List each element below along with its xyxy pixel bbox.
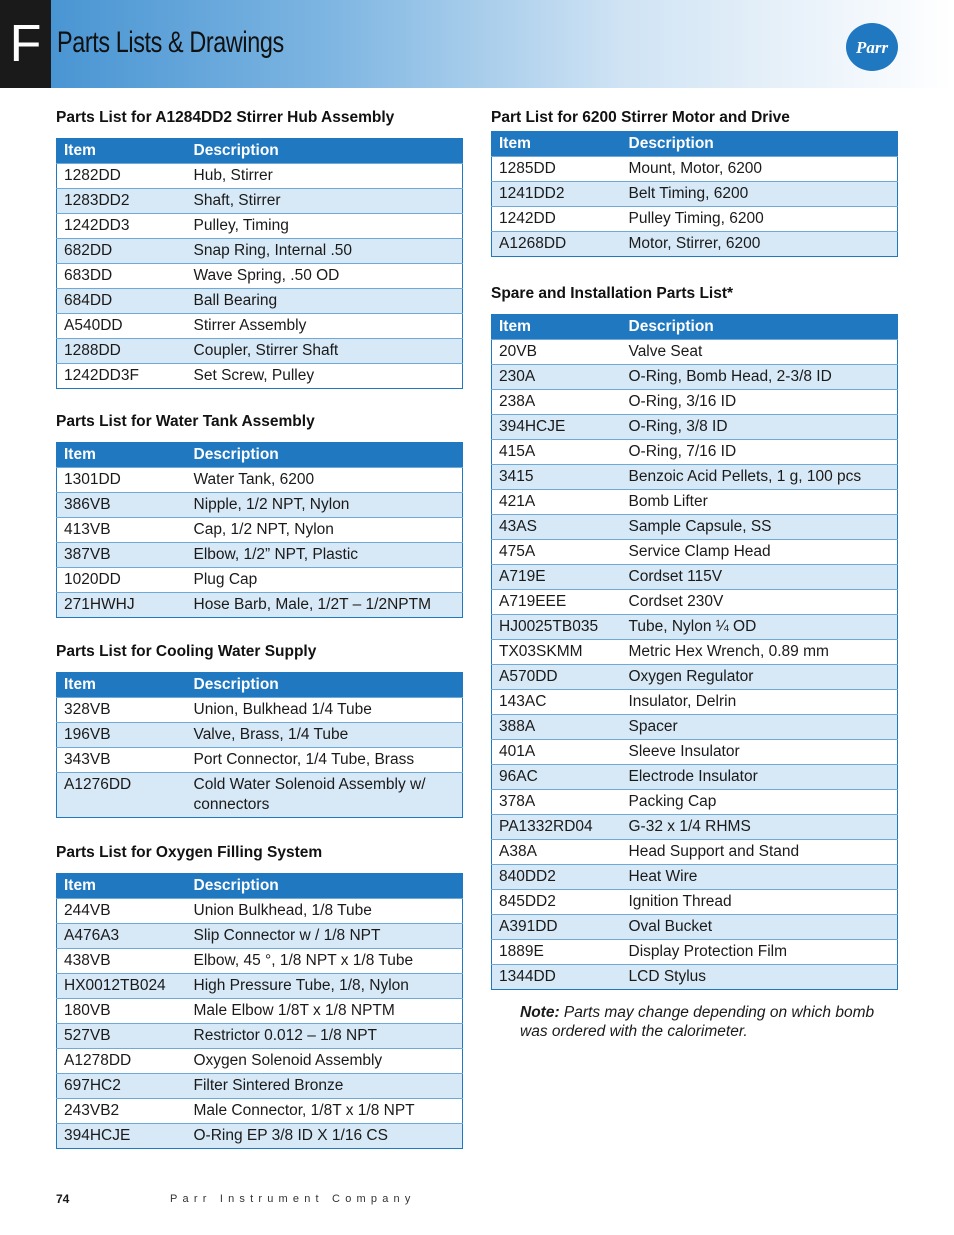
section-title-oxygen: Parts List for Oxygen Filling System xyxy=(56,844,323,861)
table-row xyxy=(492,415,898,440)
table-row xyxy=(57,189,463,214)
part-number-cell: 1242DD3 xyxy=(57,214,187,239)
part-description-cell: Tube, Nylon ¼ OD xyxy=(622,615,898,640)
section-letter-tab: F xyxy=(0,0,51,88)
part-number-cell: A476A3 xyxy=(57,924,187,949)
table-row xyxy=(57,364,463,389)
table-row xyxy=(492,815,898,840)
column-header-item: Item xyxy=(57,673,187,698)
table-header-row xyxy=(57,443,463,468)
page-title: Parts Lists & Drawings xyxy=(57,26,284,59)
part-description-cell: Valve, Brass, 1/4 Tube xyxy=(187,723,463,748)
table-row xyxy=(492,715,898,740)
part-description-cell: Set Screw, Pulley xyxy=(187,364,463,389)
part-description-cell: Sample Capsule, SS xyxy=(622,515,898,540)
part-description-cell: Filter Sintered Bronze xyxy=(187,1074,463,1099)
part-number-cell: 1288DD xyxy=(57,339,187,364)
part-number-cell: 328VB xyxy=(57,698,187,723)
part-description-cell: O-Ring, 3/8 ID xyxy=(622,415,898,440)
column-header-description: Description xyxy=(622,132,898,157)
table-row xyxy=(57,924,463,949)
table-row xyxy=(57,239,463,264)
part-number-cell: 421A xyxy=(492,490,622,515)
table-row xyxy=(492,182,898,207)
section-title-spare: Spare and Installation Parts List* xyxy=(491,285,734,302)
part-number-cell: 684DD xyxy=(57,289,187,314)
table-row xyxy=(57,698,463,723)
part-number-cell: 1889E xyxy=(492,940,622,965)
table-header-row xyxy=(57,673,463,698)
table-row xyxy=(492,665,898,690)
table-row xyxy=(57,1124,463,1149)
page-header-banner xyxy=(0,0,954,88)
part-number-cell: 96AC xyxy=(492,765,622,790)
note-paragraph xyxy=(520,1003,890,1041)
part-number-cell: 1242DD3F xyxy=(57,364,187,389)
table-row xyxy=(492,740,898,765)
part-description-cell: Water Tank, 6200 xyxy=(187,468,463,493)
table-header-row xyxy=(492,315,898,340)
part-description-cell: Shaft, Stirrer xyxy=(187,189,463,214)
table-row xyxy=(492,565,898,590)
part-description-cell: Port Connector, 1/4 Tube, Brass xyxy=(187,748,463,773)
part-number-cell: A719EEE xyxy=(492,590,622,615)
part-number-cell: 1282DD xyxy=(57,164,187,189)
part-number-cell: 388A xyxy=(492,715,622,740)
table-row xyxy=(57,1024,463,1049)
column-header-description: Description xyxy=(622,315,898,340)
parts-table-motor xyxy=(491,131,898,257)
part-description-cell: Elbow, 45 °, 1/8 NPT x 1/8 Tube xyxy=(187,949,463,974)
table-row xyxy=(57,214,463,239)
part-number-cell: 20VB xyxy=(492,340,622,365)
part-number-cell: 230A xyxy=(492,365,622,390)
part-description-cell: Pulley, Timing xyxy=(187,214,463,239)
part-number-cell: 243VB2 xyxy=(57,1099,187,1124)
part-number-cell: 378A xyxy=(492,790,622,815)
column-header-description: Description xyxy=(187,673,463,698)
part-number-cell: 1301DD xyxy=(57,468,187,493)
column-header-description: Description xyxy=(187,443,463,468)
part-number-cell: 271HWHJ xyxy=(57,593,187,618)
part-description-cell: Male Connector, 1/8T x 1/8 NPT xyxy=(187,1099,463,1124)
part-description-cell: Packing Cap xyxy=(622,790,898,815)
part-description-cell: Spacer xyxy=(622,715,898,740)
part-description-cell: Pulley Timing, 6200 xyxy=(622,207,898,232)
table-row xyxy=(57,1049,463,1074)
table-row xyxy=(57,773,463,818)
part-description-cell: Hose Barb, Male, 1/2T – 1/2NPTM xyxy=(187,593,463,618)
part-number-cell: 401A xyxy=(492,740,622,765)
column-header-item: Item xyxy=(57,139,187,164)
part-number-cell: 394HCJE xyxy=(492,415,622,440)
part-description-cell: Cap, 1/2 NPT, Nylon xyxy=(187,518,463,543)
parts-table-spare xyxy=(491,314,898,990)
note-text: Parts may change depending on which bomb was ordered with the calorimeter. xyxy=(520,1004,875,1040)
part-description-cell: Wave Spring, .50 OD xyxy=(187,264,463,289)
part-number-cell: 683DD xyxy=(57,264,187,289)
part-description-cell: Oxygen Solenoid Assembly xyxy=(187,1049,463,1074)
part-number-cell: 415A xyxy=(492,440,622,465)
part-description-cell: Sleeve Insulator xyxy=(622,740,898,765)
table-row xyxy=(492,540,898,565)
part-description-cell: Nipple, 1/2 NPT, Nylon xyxy=(187,493,463,518)
table-row xyxy=(57,493,463,518)
footer-company-name: Parr Instrument Company xyxy=(170,1193,416,1205)
part-number-cell: 43AS xyxy=(492,515,622,540)
part-number-cell: A570DD xyxy=(492,665,622,690)
part-description-cell: Benzoic Acid Pellets, 1 g, 100 pcs xyxy=(622,465,898,490)
part-description-cell: Ignition Thread xyxy=(622,890,898,915)
part-number-cell: PA1332RD04 xyxy=(492,815,622,840)
table-row xyxy=(57,723,463,748)
table-row xyxy=(492,340,898,365)
table-header-row xyxy=(57,874,463,899)
part-number-cell: 3415 xyxy=(492,465,622,490)
table-row xyxy=(57,264,463,289)
part-description-cell: O-Ring EP 3/8 ID X 1/16 CS xyxy=(187,1124,463,1149)
part-description-cell: Cold Water Solenoid Assembly w/ connectors xyxy=(187,773,463,818)
part-description-cell: Motor, Stirrer, 6200 xyxy=(622,232,898,257)
page-number: 74 xyxy=(56,1192,70,1206)
table-row xyxy=(492,515,898,540)
column-header-item: Item xyxy=(57,443,187,468)
part-description-cell: Head Support and Stand xyxy=(622,840,898,865)
table-row xyxy=(492,157,898,182)
table-row xyxy=(492,965,898,990)
part-description-cell: Oval Bucket xyxy=(622,915,898,940)
section-title-cooling: Parts List for Cooling Water Supply xyxy=(56,643,317,660)
table-row xyxy=(57,949,463,974)
part-number-cell: 238A xyxy=(492,390,622,415)
part-description-cell: Oxygen Regulator xyxy=(622,665,898,690)
part-number-cell: 682DD xyxy=(57,239,187,264)
part-number-cell: 1020DD xyxy=(57,568,187,593)
part-description-cell: Restrictor 0.012 – 1/8 NPT xyxy=(187,1024,463,1049)
table-row xyxy=(57,468,463,493)
section-title-water-tank: Parts List for Water Tank Assembly xyxy=(56,413,315,430)
table-row xyxy=(57,339,463,364)
part-number-cell: 180VB xyxy=(57,999,187,1024)
part-description-cell: High Pressure Tube, 1/8, Nylon xyxy=(187,974,463,999)
part-description-cell: Ball Bearing xyxy=(187,289,463,314)
part-description-cell: Union, Bulkhead 1/4 Tube xyxy=(187,698,463,723)
part-number-cell: 386VB xyxy=(57,493,187,518)
part-number-cell: 1242DD xyxy=(492,207,622,232)
table-row xyxy=(492,440,898,465)
part-description-cell: Mount, Motor, 6200 xyxy=(622,157,898,182)
part-description-cell: LCD Stylus xyxy=(622,965,898,990)
table-row xyxy=(492,890,898,915)
part-description-cell: Service Clamp Head xyxy=(622,540,898,565)
table-row xyxy=(492,232,898,257)
table-row xyxy=(492,640,898,665)
part-description-cell: Male Elbow 1/8T x 1/8 NPTM xyxy=(187,999,463,1024)
part-number-cell: 527VB xyxy=(57,1024,187,1049)
parr-logo xyxy=(845,22,899,72)
part-description-cell: Insulator, Delrin xyxy=(622,690,898,715)
part-number-cell: A719E xyxy=(492,565,622,590)
table-row xyxy=(57,314,463,339)
table-row xyxy=(57,568,463,593)
part-number-cell: A391DD xyxy=(492,915,622,940)
table-row xyxy=(492,865,898,890)
part-number-cell: 244VB xyxy=(57,899,187,924)
table-row xyxy=(57,518,463,543)
part-number-cell: 143AC xyxy=(492,690,622,715)
table-row xyxy=(57,543,463,568)
table-row xyxy=(492,207,898,232)
part-number-cell: 438VB xyxy=(57,949,187,974)
parts-table-cooling xyxy=(56,672,463,818)
part-description-cell: Cordset 230V xyxy=(622,590,898,615)
part-description-cell: Valve Seat xyxy=(622,340,898,365)
part-number-cell: 1241DD2 xyxy=(492,182,622,207)
table-row xyxy=(492,790,898,815)
table-row xyxy=(492,915,898,940)
part-number-cell: HJ0025TB035 xyxy=(492,615,622,640)
part-description-cell: Stirrer Assembly xyxy=(187,314,463,339)
table-row xyxy=(57,974,463,999)
table-row xyxy=(492,840,898,865)
table-row xyxy=(492,765,898,790)
part-description-cell: G-32 x 1/4 RHMS xyxy=(622,815,898,840)
table-row xyxy=(492,365,898,390)
table-row xyxy=(57,748,463,773)
part-number-cell: A1268DD xyxy=(492,232,622,257)
part-number-cell: 475A xyxy=(492,540,622,565)
parts-table-oxygen xyxy=(56,873,463,1149)
table-row xyxy=(57,289,463,314)
table-row xyxy=(57,899,463,924)
parts-table-water-tank xyxy=(56,442,463,618)
table-row xyxy=(492,590,898,615)
table-row xyxy=(57,1099,463,1124)
table-header-row xyxy=(57,139,463,164)
part-number-cell: 845DD2 xyxy=(492,890,622,915)
part-description-cell: Elbow, 1/2” NPT, Plastic xyxy=(187,543,463,568)
table-row xyxy=(492,690,898,715)
part-number-cell: 697HC2 xyxy=(57,1074,187,1099)
part-number-cell: A1276DD xyxy=(57,773,187,818)
part-number-cell: A38A xyxy=(492,840,622,865)
table-row xyxy=(57,164,463,189)
part-description-cell: Bomb Lifter xyxy=(622,490,898,515)
part-description-cell: O-Ring, Bomb Head, 2-3/8 ID xyxy=(622,365,898,390)
column-header-item: Item xyxy=(492,315,622,340)
part-description-cell: Hub, Stirrer xyxy=(187,164,463,189)
part-number-cell: 196VB xyxy=(57,723,187,748)
part-description-cell: Slip Connector w / 1/8 NPT xyxy=(187,924,463,949)
note-label: Note: xyxy=(520,1004,560,1021)
part-number-cell: 343VB xyxy=(57,748,187,773)
part-number-cell: 413VB xyxy=(57,518,187,543)
table-row xyxy=(57,593,463,618)
part-number-cell: 387VB xyxy=(57,543,187,568)
part-number-cell: A1278DD xyxy=(57,1049,187,1074)
table-row xyxy=(492,390,898,415)
column-header-item: Item xyxy=(492,132,622,157)
table-row xyxy=(492,490,898,515)
part-number-cell: TX03SKMM xyxy=(492,640,622,665)
column-header-description: Description xyxy=(187,874,463,899)
column-header-item: Item xyxy=(57,874,187,899)
table-row xyxy=(57,1074,463,1099)
part-description-cell: O-Ring, 7/16 ID xyxy=(622,440,898,465)
svg-text:Parr: Parr xyxy=(855,38,889,57)
part-description-cell: Metric Hex Wrench, 0.89 mm xyxy=(622,640,898,665)
table-row xyxy=(492,940,898,965)
part-number-cell: 1283DD2 xyxy=(57,189,187,214)
parts-table-hub xyxy=(56,138,463,389)
part-number-cell: 840DD2 xyxy=(492,865,622,890)
section-title-hub: Parts List for A1284DD2 Stirrer Hub Assembly xyxy=(56,109,395,126)
part-description-cell: Electrode Insulator xyxy=(622,765,898,790)
part-description-cell: O-Ring, 3/16 ID xyxy=(622,390,898,415)
table-row xyxy=(492,615,898,640)
table-row xyxy=(492,465,898,490)
part-description-cell: Cordset 115V xyxy=(622,565,898,590)
part-description-cell: Plug Cap xyxy=(187,568,463,593)
table-header-row xyxy=(492,132,898,157)
part-description-cell: Heat Wire xyxy=(622,865,898,890)
table-row xyxy=(57,999,463,1024)
part-number-cell: A540DD xyxy=(57,314,187,339)
part-description-cell: Display Protection Film xyxy=(622,940,898,965)
column-header-description: Description xyxy=(187,139,463,164)
part-number-cell: 394HCJE xyxy=(57,1124,187,1149)
part-description-cell: Snap Ring, Internal .50 xyxy=(187,239,463,264)
part-description-cell: Belt Timing, 6200 xyxy=(622,182,898,207)
part-number-cell: 1344DD xyxy=(492,965,622,990)
part-number-cell: 1285DD xyxy=(492,157,622,182)
part-number-cell: HX0012TB024 xyxy=(57,974,187,999)
section-title-motor: Part List for 6200 Stirrer Motor and Drive xyxy=(491,109,790,126)
part-description-cell: Coupler, Stirrer Shaft xyxy=(187,339,463,364)
part-description-cell: Union Bulkhead, 1/8 Tube xyxy=(187,899,463,924)
